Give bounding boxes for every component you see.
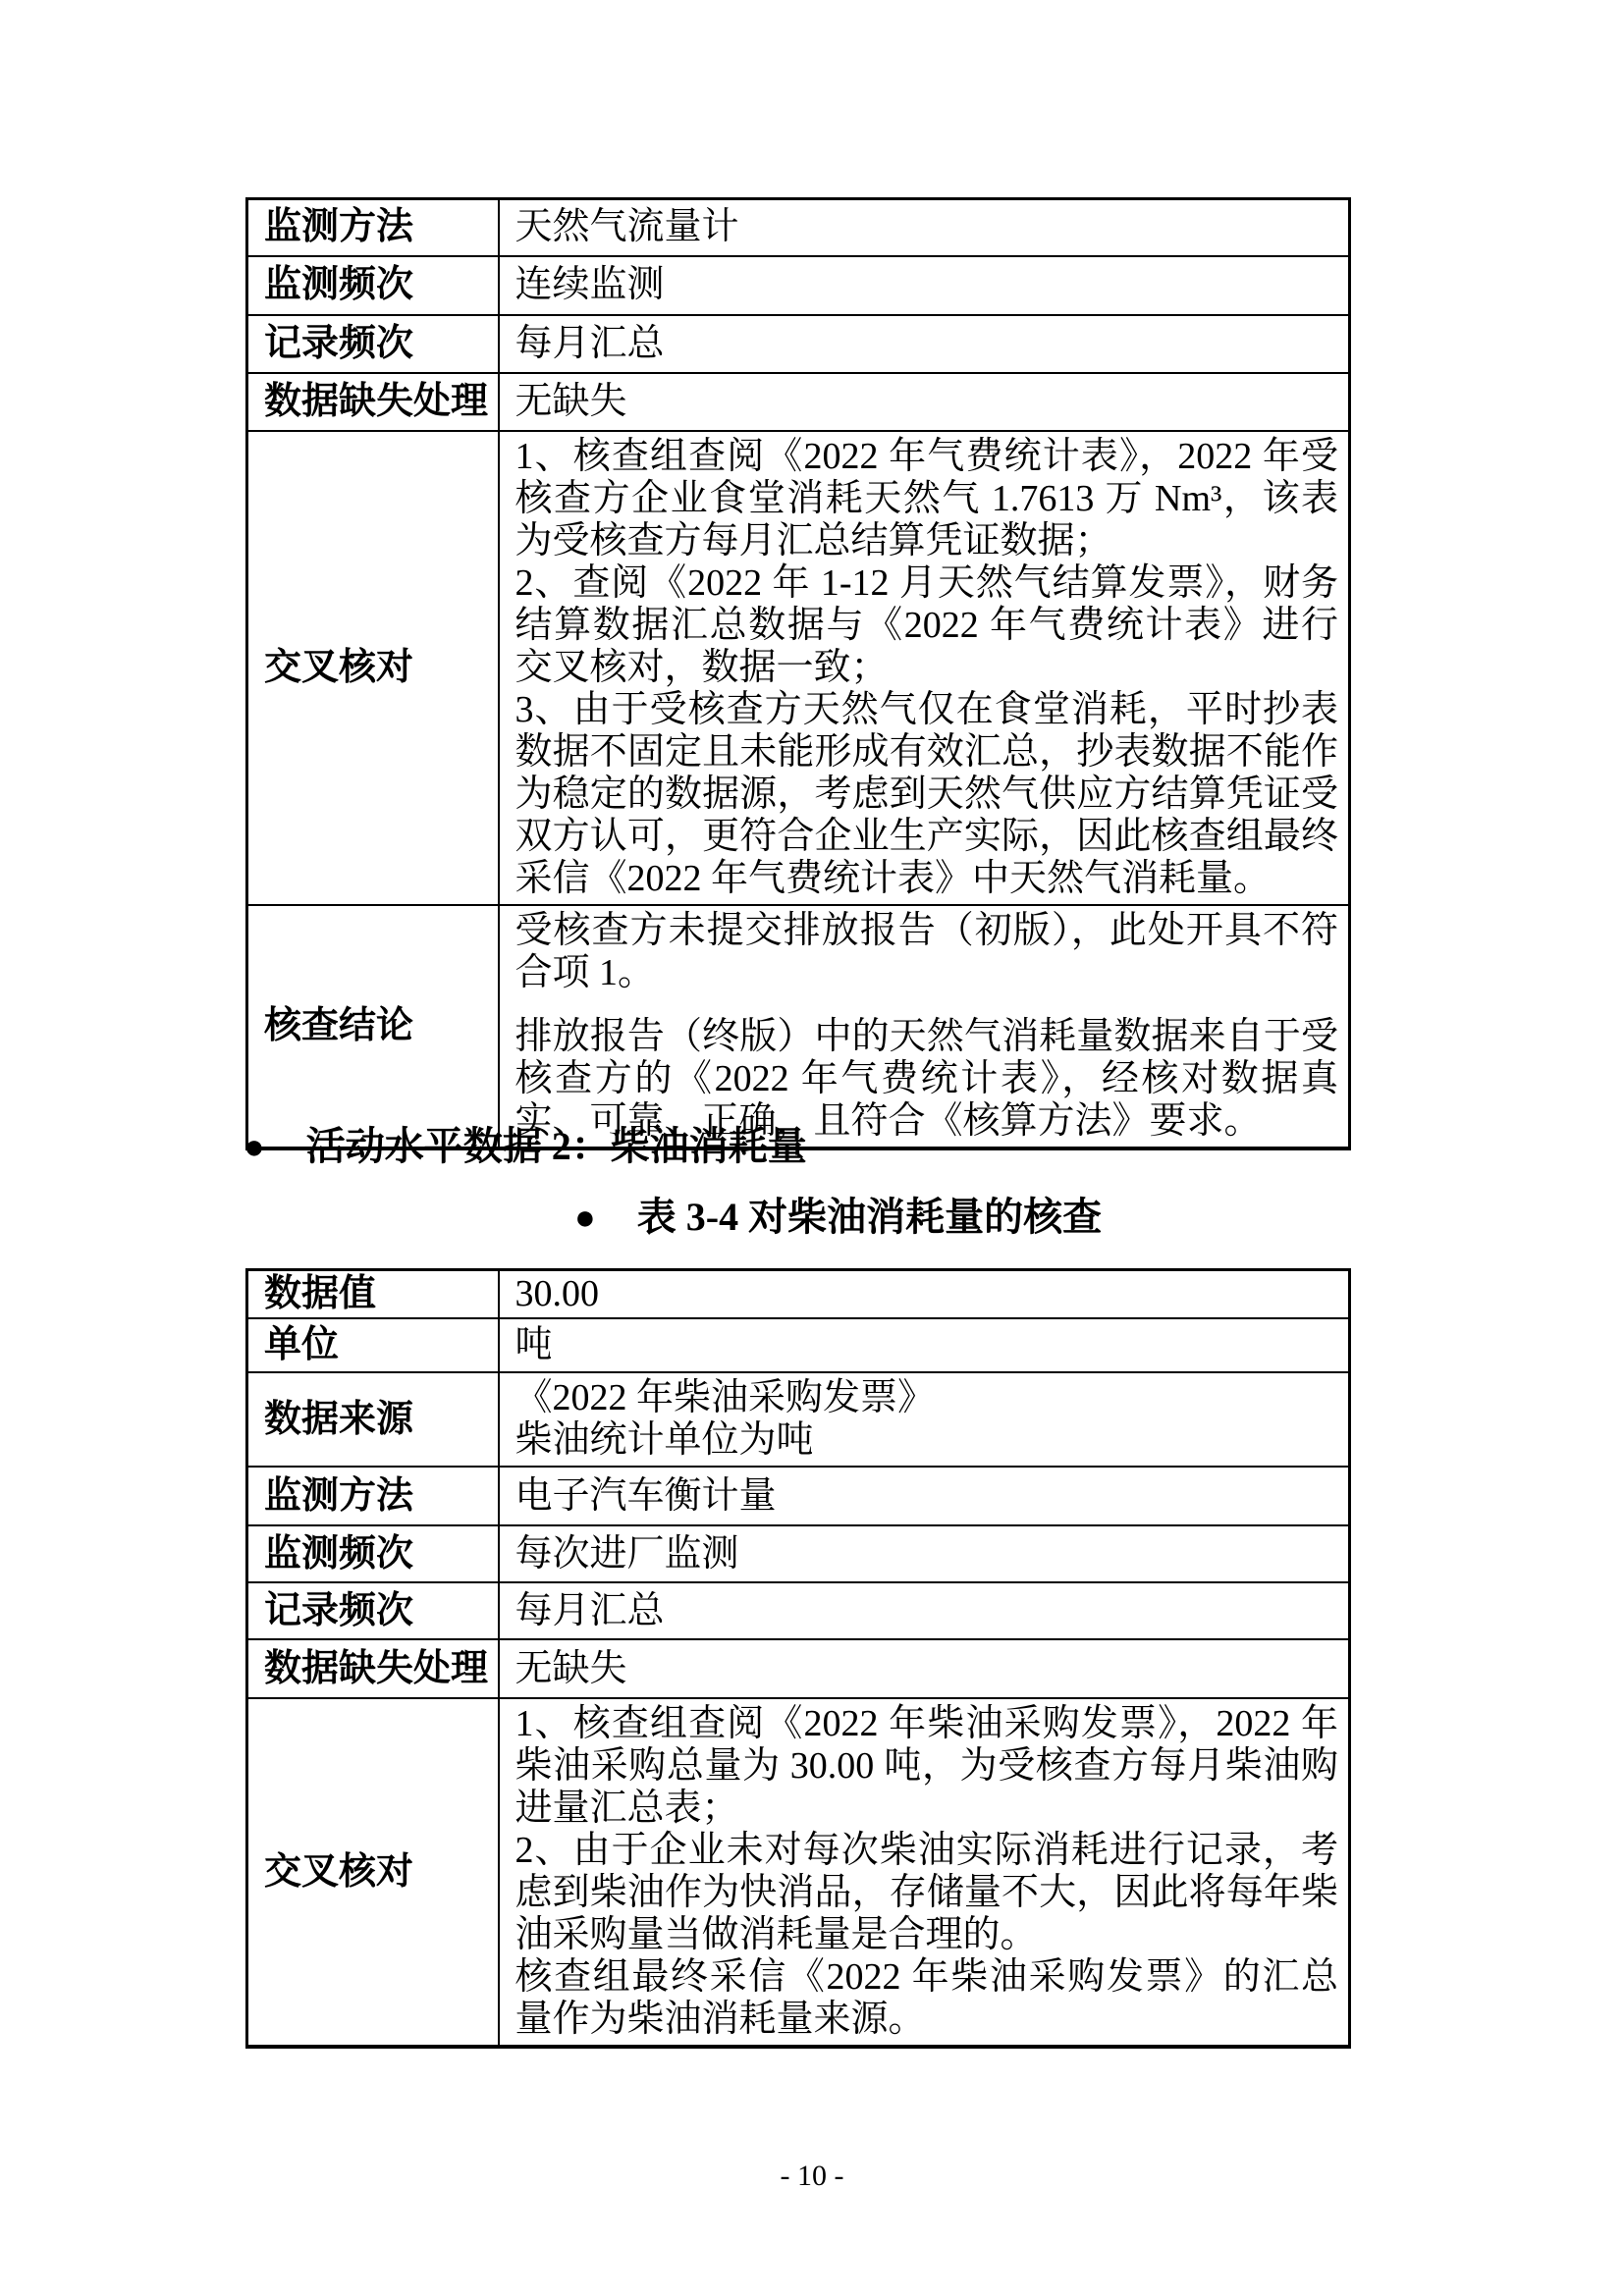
cell-text: 天然气流量计 xyxy=(514,206,739,248)
caption-text: 表 3-4 对柴油消耗量的核查 xyxy=(636,1195,1103,1239)
row-value xyxy=(499,1582,1350,1639)
row-label: 记录频次 xyxy=(247,315,499,373)
cell-paragraph: 2、由于企业未对每次柴油实际消耗进行记录，考虑到柴油作为快消品，存储量不大，因此将每年柴油采购量当做消耗量是合理的。 xyxy=(514,1830,1338,1955)
row-value xyxy=(499,199,1350,256)
cell-text: 每次进厂监测 xyxy=(514,1532,739,1575)
diesel-verification-table xyxy=(245,1268,1351,2049)
row-value xyxy=(499,1639,1350,1698)
bullet-icon: ● xyxy=(244,1127,265,1166)
table-row xyxy=(247,1467,1350,1525)
row-value xyxy=(499,256,1350,315)
row-label: 监测方法 xyxy=(247,199,499,256)
row-label: 监测频次 xyxy=(247,256,499,315)
table-row xyxy=(247,1270,1350,1319)
cell-text: 无缺失 xyxy=(514,380,627,422)
cell-text: 吨 xyxy=(514,1324,553,1365)
row-value xyxy=(499,1525,1350,1582)
table-row xyxy=(247,256,1350,315)
cell-paragraph: 1、核查组查阅《2022 年柴油采购发票》，2022 年柴油采购总量为 30.00 吨，为受核查方每月柴油购进量汇总表； xyxy=(514,1703,1338,1829)
table-row xyxy=(247,1372,1350,1467)
page-number: - 10 - xyxy=(780,2160,844,2192)
cell-paragraph: 柴油统计单位为吨 xyxy=(514,1419,814,1461)
row-value xyxy=(499,905,1350,1148)
row-label: 数据来源 xyxy=(247,1372,499,1467)
table-row xyxy=(247,431,1350,905)
row-label: 交叉核对 xyxy=(247,1698,499,2047)
table-row xyxy=(247,315,1350,373)
table-row xyxy=(247,1318,1350,1372)
row-value xyxy=(499,431,1350,905)
row-value xyxy=(499,315,1350,373)
row-value xyxy=(499,1270,1350,1319)
cell-paragraph: 排放报告（终版）中的天然气消耗量数据来自于受核查方的《2022 年气费统计表》，经核对数据真实、可靠、正确，且符合《核算方法》要求。 xyxy=(514,1015,1338,1142)
table-row xyxy=(247,199,1350,256)
activity-data-heading xyxy=(244,1124,807,1169)
row-value xyxy=(499,1318,1350,1372)
cell-text: 无缺失 xyxy=(514,1647,627,1689)
cell-text: 30.00 xyxy=(514,1273,599,1314)
row-label: 核查结论 xyxy=(247,905,499,1148)
bullet-icon: ● xyxy=(574,1198,596,1237)
table-row xyxy=(247,905,1350,1148)
row-value xyxy=(499,373,1350,431)
table-row xyxy=(247,1698,1350,2047)
cell-text: 每月汇总 xyxy=(514,1589,665,1631)
row-label: 监测频次 xyxy=(247,1525,499,1582)
table-row xyxy=(247,1525,1350,1582)
cell-paragraph: 3、由于受核查方天然气仅在食堂消耗，平时抄表数据不固定且未能形成有效汇总，抄表数据不能作为稳定的数据源，考虑到天然气供应方结算凭证受双方认可，更符合企业生产实际，因此核查组最终采信《2022 年气费统计表》中天然气消耗量。 xyxy=(514,688,1338,899)
row-label: 监测方法 xyxy=(247,1467,499,1525)
cell-paragraph: 受核查方未提交排放报告（初版），此处开具不符合项 1。 xyxy=(514,909,1338,993)
row-value xyxy=(499,1698,1350,2047)
cell-paragraph: 1、核查组查阅《2022 年气费统计表》，2022 年受核查方企业食堂消耗天然气 1.7613 万 Nm³，该表为受核查方每月汇总结算凭证数据； xyxy=(514,435,1338,561)
cell-paragraph: 《2022 年柴油采购发票》 xyxy=(514,1377,936,1418)
row-label: 数据值 xyxy=(247,1270,499,1319)
row-label: 数据缺失处理 xyxy=(247,373,499,431)
cell-text: 电子汽车衡计量 xyxy=(514,1474,777,1517)
row-label: 数据缺失处理 xyxy=(247,1639,499,1698)
table-row xyxy=(247,1639,1350,1698)
gas-verification-table xyxy=(245,197,1351,1150)
row-label: 交叉核对 xyxy=(247,431,499,905)
table-caption xyxy=(574,1195,1102,1240)
cell-text: 连续监测 xyxy=(514,264,665,305)
cell-paragraph: 核查组最终采信《2022 年柴油采购发票》的汇总量作为柴油消耗量来源。 xyxy=(514,1956,1338,2040)
table-row xyxy=(247,1582,1350,1639)
heading-text: 活动水平数据 2：柴油消耗量 xyxy=(305,1124,807,1168)
row-value xyxy=(499,1372,1350,1467)
cell-paragraph: 2、查阅《2022 年 1-12 月天然气结算发票》，财务结算数据汇总数据与《2022 年气费统计表》进行交叉核对，数据一致； xyxy=(514,561,1338,688)
cell-text: 每月汇总 xyxy=(514,322,665,364)
row-label: 记录频次 xyxy=(247,1582,499,1639)
row-value xyxy=(499,1467,1350,1525)
table-row xyxy=(247,373,1350,431)
row-label: 单位 xyxy=(247,1318,499,1372)
